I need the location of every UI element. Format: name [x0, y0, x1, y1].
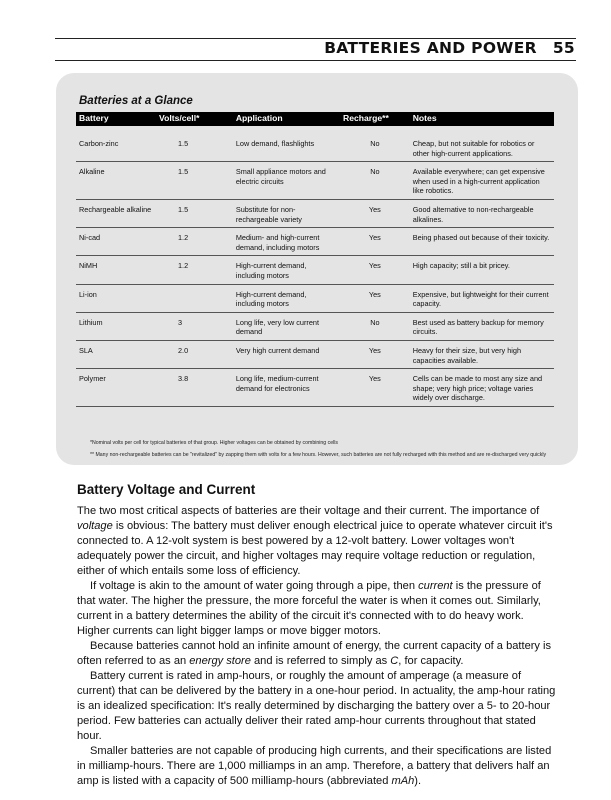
cell-recharge: Yes	[340, 340, 410, 368]
cell-notes: Best used as battery backup for memory circuits.	[410, 312, 554, 340]
cell-application: Long life, medium-current demand for electronics	[233, 369, 340, 407]
cell-recharge: Yes	[340, 256, 410, 284]
page-number: 55	[552, 39, 575, 57]
body-text	[77, 504, 557, 789]
cell-volts: 2.0	[156, 340, 233, 368]
footnote-recharge: ** Many non-rechargeable batteries can be "revitalized" by zapping them with volts for a few hours. However, such batteries are not fully recharged with this method and are re-discharged very quickly	[90, 452, 547, 458]
cell-volts	[156, 284, 233, 312]
text-run: ).	[414, 775, 422, 787]
cell-volts: 3.8	[156, 369, 233, 407]
cell-notes: Available everywhere; can get expensive when used in a high-current application like robotics.	[410, 162, 554, 200]
cell-volts: 1.5	[156, 162, 233, 200]
section-heading: Battery Voltage and Current	[77, 482, 256, 497]
col-application: Application	[233, 112, 340, 126]
table-row	[76, 340, 554, 368]
cell-volts: 1.2	[156, 228, 233, 256]
emphasis: voltage	[77, 520, 113, 532]
cell-notes: Cheap, but not suitable for robotics or other high-current applications.	[410, 126, 554, 162]
cell-recharge: Yes	[340, 369, 410, 407]
cell-recharge: Yes	[340, 284, 410, 312]
text-run: Smaller batteries are not capable of producing high currents, and their specifications are listed in milliamp-hours. There are 1,000 milliamps in an amp. Therefore, a battery that delivers half an amp is listed with a capacity of 500 milliamp-hours (abbreviated	[77, 745, 552, 787]
cell-battery: Alkaline	[76, 162, 156, 200]
chapter-title: BATTERIES AND POWER	[324, 39, 537, 57]
cell-recharge: Yes	[340, 199, 410, 227]
emphasis: energy store	[189, 655, 251, 667]
cell-application: Long life, very low current demand	[233, 312, 340, 340]
cell-battery: Li-ion	[76, 284, 156, 312]
cell-notes: Being phased out because of their toxicity.	[410, 228, 554, 256]
cell-battery: SLA	[76, 340, 156, 368]
footnote-volts: *Nominal volts per cell for typical batteries of that group. Higher voltages can be obtained by combining cells	[90, 440, 338, 446]
cell-battery: Polymer	[76, 369, 156, 407]
batteries-table	[76, 112, 554, 407]
col-recharge: Recharge**	[340, 112, 410, 126]
emphasis: current	[418, 580, 453, 592]
text-run: and is referred to simply as	[250, 655, 391, 667]
cell-volts: 1.2	[156, 256, 233, 284]
cell-application: Substitute for non-rechargeable variety	[233, 199, 340, 227]
running-head	[324, 39, 575, 57]
paragraph	[77, 504, 557, 579]
paragraph: Battery current is rated in amp-hours, or roughly the amount of amperage (a measure of current) that can be delivered by the battery in a one-hour period. In actuality, the amp-hour rating is an idealized specification: It's really determined by discharging the battery over a 5- to 20-hour period. Few batteries can actually deliver their rated amp-hour currents throughout that stated hour.	[77, 670, 556, 742]
cell-recharge: Yes	[340, 228, 410, 256]
cell-battery: Carbon-zinc	[76, 126, 156, 162]
text-run: Because batteries cannot hold an infinite amount of energy, the current capacity of a battery is often referred to as an	[77, 640, 552, 667]
table-header-row	[76, 112, 554, 126]
cell-recharge: No	[340, 126, 410, 162]
text-run: is obvious: The battery must deliver enough electrical juice to operate whatever circuit it's connected to. A 12-volt system is best powered by a 12-volt battery. Lower voltages won't adequately power the circuit, and higher voltages may require voltage reduction or regulation, either of which entails some loss of efficiency.	[77, 520, 553, 577]
table-row	[76, 228, 554, 256]
cell-battery: Rechargeable alkaline	[76, 199, 156, 227]
table-row	[76, 312, 554, 340]
text-run: If voltage is akin to the amount of water going through a pipe, then	[90, 580, 419, 592]
cell-notes: Good alternative to non-rechargeable alkalines.	[410, 199, 554, 227]
header-bottom-rule	[55, 60, 576, 61]
cell-notes: Expensive, but lightweight for their current capacity.	[410, 284, 554, 312]
cell-application: High-current demand, including motors	[233, 256, 340, 284]
paragraph	[77, 744, 557, 789]
table-row	[76, 369, 554, 407]
emphasis: mAh	[391, 775, 415, 787]
table-row	[76, 126, 554, 162]
text-run: is the pressure of that water. The higher the pressure, the more forceful the water is when it comes out. Similarly, current in a battery determines the ability of the circuit it's connected with to do heavy work. Higher currents can light bigger lamps or move bigger motors.	[77, 580, 541, 637]
cell-volts: 3	[156, 312, 233, 340]
cell-battery: Ni-cad	[76, 228, 156, 256]
cell-battery: NiMH	[76, 256, 156, 284]
table-row	[76, 284, 554, 312]
cell-notes: Heavy for their size, but very high capacities available.	[410, 340, 554, 368]
cell-application: High-current demand, including motors	[233, 284, 340, 312]
cell-volts: 1.5	[156, 126, 233, 162]
cell-application: Medium- and high-current demand, including motors	[233, 228, 340, 256]
cell-notes: Cells can be made to most any size and shape; very high price; voltage varies widely over discharge.	[410, 369, 554, 407]
col-battery: Battery	[76, 112, 156, 126]
cell-application: Small appliance motors and electric circuits	[233, 162, 340, 200]
cell-application: Very high current demand	[233, 340, 340, 368]
text-run: The two most critical aspects of batteries are their voltage and their current. The importance of	[77, 505, 540, 517]
cell-recharge: No	[340, 162, 410, 200]
table-row	[76, 256, 554, 284]
paragraph	[77, 639, 557, 669]
cell-battery: Lithium	[76, 312, 156, 340]
col-volts: Volts/cell*	[156, 112, 233, 126]
table-row	[76, 162, 554, 200]
text-run: , for capacity.	[398, 655, 464, 667]
paragraph	[77, 579, 557, 639]
cell-notes: High capacity; still a bit pricey.	[410, 256, 554, 284]
cell-recharge: No	[340, 312, 410, 340]
col-notes: Notes	[410, 112, 554, 126]
cell-volts: 1.5	[156, 199, 233, 227]
emphasis: C	[390, 655, 399, 667]
table-title: Batteries at a Glance	[79, 95, 193, 107]
table-row	[76, 199, 554, 227]
cell-application: Low demand, flashlights	[233, 126, 340, 162]
